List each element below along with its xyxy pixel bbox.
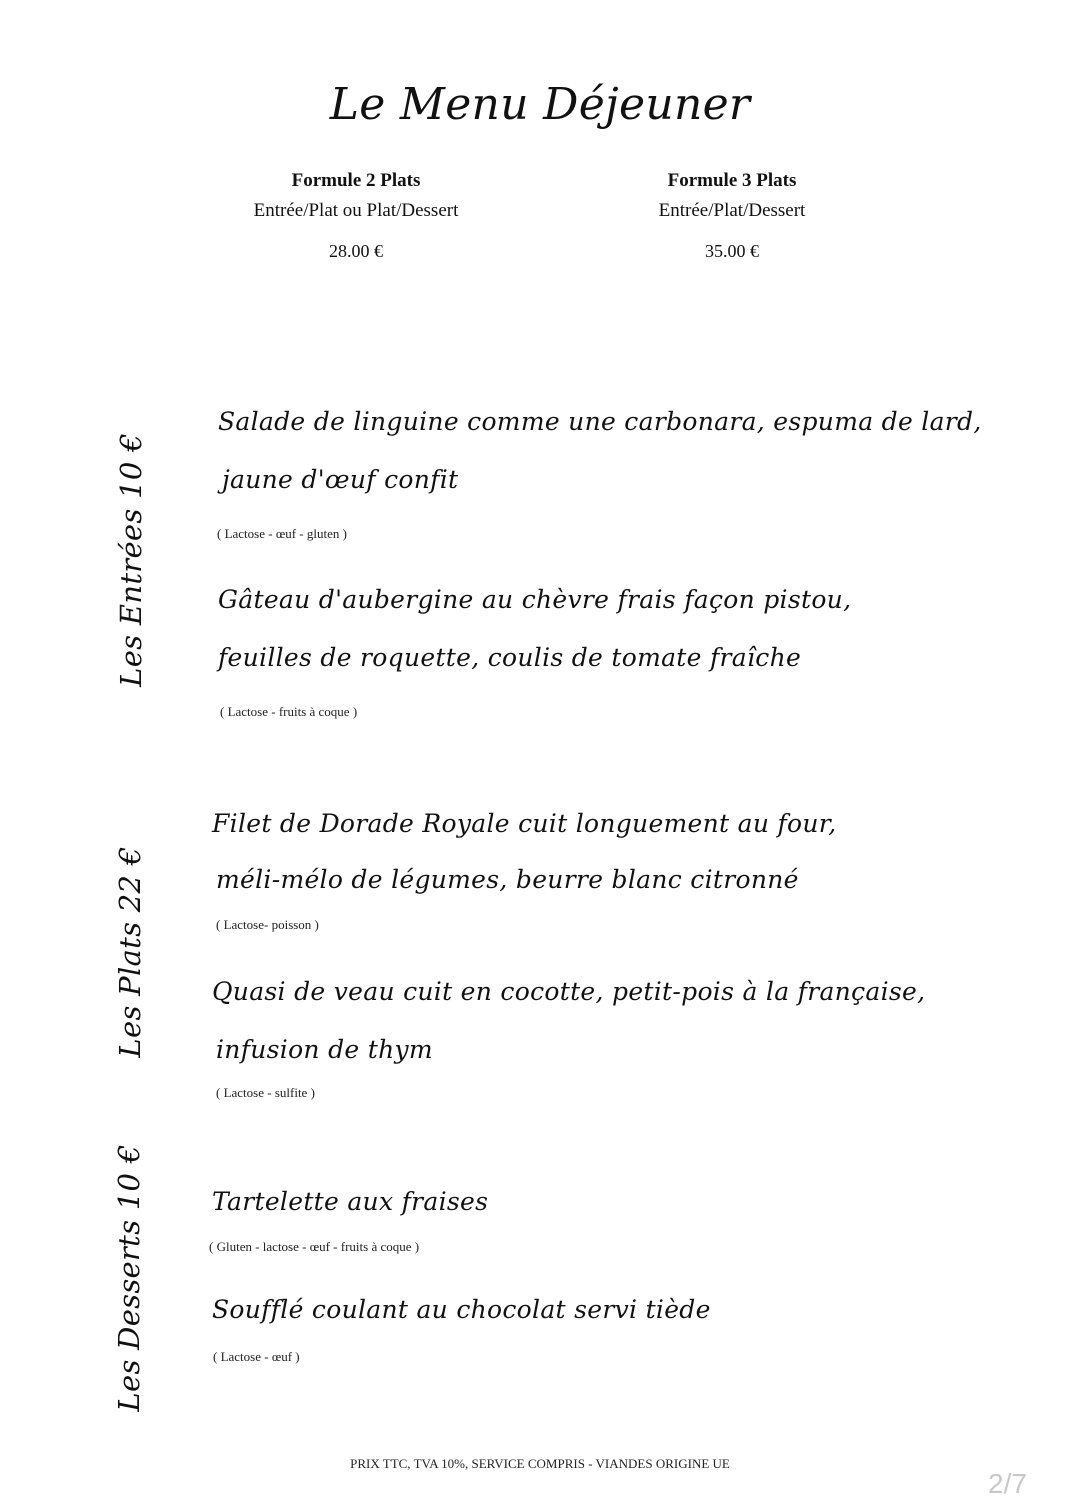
formule-description: Entrée/Plat ou Plat/Dessert: [253, 200, 459, 221]
price-footer: PRIX TTC, TVA 10%, SERVICE COMPRIS - VIANDES ORIGINE UE: [350, 1456, 730, 1471]
dish-allergens: ( Lactose - œuf ): [213, 1349, 300, 1364]
dish-line: Tartelette aux fraises: [212, 1187, 489, 1216]
dish-line: méli-mélo de légumes, beurre blanc citronné: [216, 865, 799, 894]
formule-name: Formule 2 Plats: [291, 170, 421, 191]
formule-description: Entrée/Plat/Dessert: [658, 200, 806, 221]
dish-allergens: ( Lactose - œuf - gluten ): [217, 526, 347, 541]
formule-price: 28.00 €: [329, 241, 383, 261]
dish-line: Filet de Dorade Royale cuit longuement au four,: [212, 809, 837, 838]
dish-line: infusion de thym: [216, 1035, 433, 1064]
dish-allergens: ( Gluten - lactose - œuf - fruits à coque ): [209, 1239, 420, 1254]
dish-line: Soufflé coulant au chocolat servi tiède: [212, 1295, 711, 1324]
formule-2-plats: [196, 166, 516, 266]
section-label-desserts: Les Desserts 10 €: [112, 1144, 146, 1412]
dish-allergens: ( Lactose- poisson ): [216, 917, 319, 932]
dish-line: feuilles de roquette, coulis de tomate fraîche: [218, 643, 802, 672]
formule-name: Formule 3 Plats: [667, 170, 797, 191]
dish-line: Quasi de veau cuit en cocotte, petit-pois à la française,: [212, 977, 926, 1006]
dish-allergens: ( Lactose - fruits à coque ): [220, 704, 358, 719]
page-indicator: 2/7: [988, 1468, 1027, 1499]
formule-3-plats: [572, 166, 892, 266]
formule-price: 35.00 €: [705, 241, 759, 261]
menu-title: Le Menu Déjeuner: [329, 79, 751, 131]
section-label-entrees: Les Entrées 10 €: [114, 433, 148, 687]
dish-line: Salade de linguine comme une carbonara, espuma de lard,: [218, 407, 982, 436]
dish-line: jaune d'œuf confit: [222, 465, 459, 494]
section-label-plats: Les Plats 22 €: [113, 846, 147, 1058]
dish-line: Gâteau d'aubergine au chèvre frais façon pistou,: [218, 585, 852, 614]
dish-allergens: ( Lactose - sulfite ): [216, 1085, 315, 1100]
